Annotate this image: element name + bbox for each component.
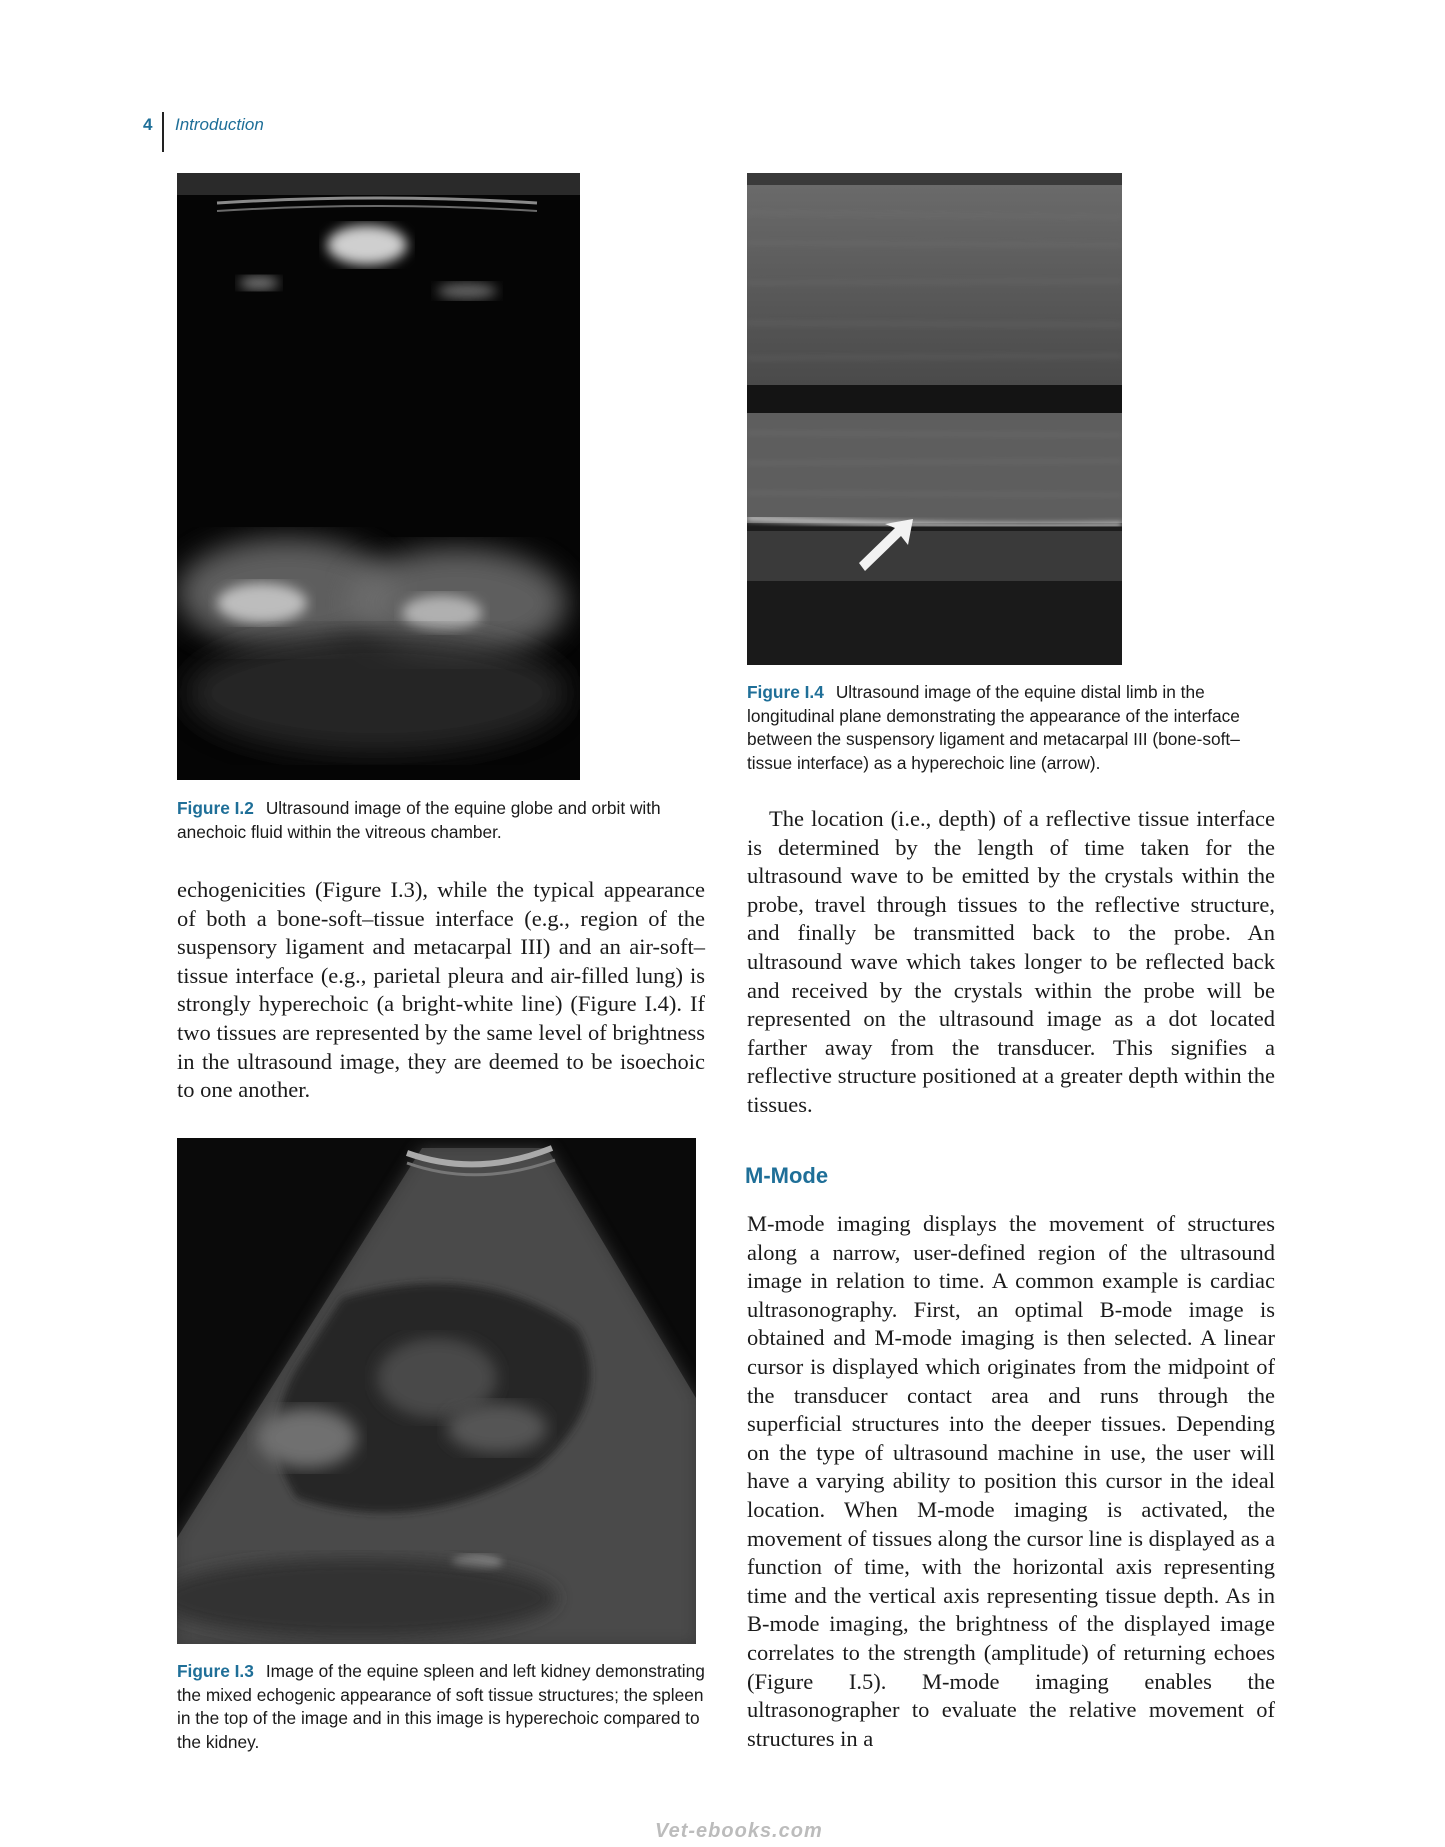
page-number: 4 [143, 115, 153, 134]
section-heading-m-mode: M-Mode [745, 1163, 829, 1188]
figure-i2-image [177, 173, 580, 780]
header-divider [162, 112, 164, 152]
figure-i4-label: Figure I.4 [747, 682, 824, 702]
paragraph-depth: The location (i.e., depth) of a reflective tissue interface is determined by the length of time taken for the ultrasound wave to be emitted by the crystals within the probe, travel through tissues to the reflective structure, and finally be transmitted back to the probe. An ultrasound wave which takes longer to be reflected back and received by the crystals within the probe will be represented on the ultrasound image as a dot located farther away from the transducer. This signifies a reflective structure positioned at a greater depth within the tissues. [747, 806, 1275, 1117]
figure-i4-image [747, 173, 1122, 665]
figure-i3-caption [177, 1660, 717, 1754]
figure-i2-caption [177, 797, 717, 844]
right-body-paragraph-depth [747, 805, 1275, 1120]
watermark-logo: Vet-ebooks.com [655, 1820, 823, 1842]
figure-i4-caption-text: Ultrasound image of the equine distal limb in the longitudinal plane demonstrating the appearance of the interface between the suspensory ligament and metacarpal III (bone-soft–tissue interface) as a hyperechoic line (arrow). [747, 682, 1240, 773]
paragraph-mmode: M-mode imaging displays the movement of structures along a narrow, user-defined region of the ultrasound image in relation to time. A common example is cardiac ultrasonography. First, an optimal B-mode image is obtained and M-mode imaging is then selected. A linear cursor is displayed which originates from the midpoint of the transducer contact area and runs through the superficial structures into the deeper tissues. Depending on the type of ultrasound machine in use, the user will have a varying ability to position this cursor in the ideal location. When M-mode imaging is activated, the movement of tissues along the cursor line is displayed as a function of time, with the horizontal axis representing time and the vertical axis representing tissue depth. As in B-mode imaging, the brightness of the displayed image correlates to the strength (amplitude) of returning echoes (Figure I.5). M-mode imaging enables the ultrasonographer to evaluate the relative movement of structures in a [747, 1211, 1275, 1751]
figure-i3-image [177, 1138, 696, 1644]
right-body-paragraph-mmode [747, 1210, 1275, 1753]
running-header-title: Introduction [175, 115, 264, 134]
figure-i2-label: Figure I.2 [177, 798, 254, 818]
left-body-paragraph [177, 876, 705, 1105]
figure-i3-caption-text: Image of the equine spleen and left kidney demonstrating the mixed echogenic appearance of soft tissue structures; the spleen in the top of the image and in this image is hyperechoic compared to the kidney. [177, 1661, 705, 1752]
paragraph-echogenicities: echogenicities (Figure I.3), while the typical appearance of both a bone-soft–tissue interface (e.g., region of the suspensory ligament and metacarpal III) and an air-soft–tissue interface (e.g., parietal pleura and air-filled lung) is strongly hyperechoic (a bright-white line) (Figure I.4). If two tissues are represented by the same level of brightness in the ultrasound image, they are deemed to be isoechoic to one another. [177, 877, 705, 1103]
figure-i2-caption-text: Ultrasound image of the equine globe and orbit with anechoic fluid within the vitreous chamber. [177, 798, 661, 842]
figure-i3-label: Figure I.3 [177, 1661, 254, 1681]
figure-i4-caption [747, 681, 1277, 775]
